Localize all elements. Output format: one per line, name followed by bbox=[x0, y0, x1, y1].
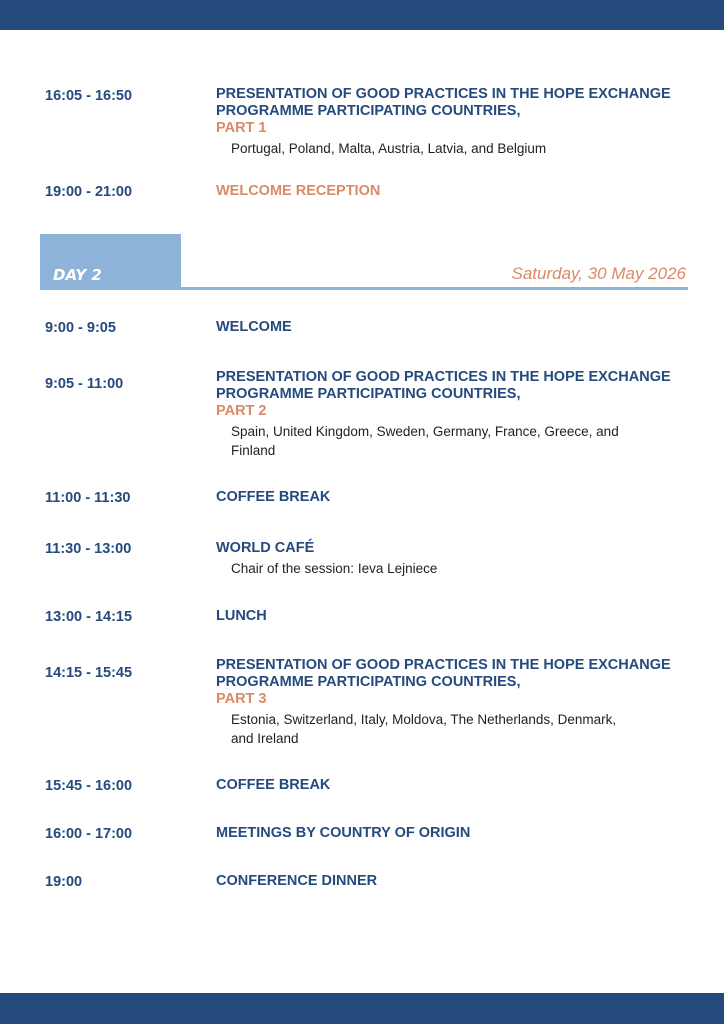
session-block bbox=[216, 86, 686, 158]
session-block bbox=[216, 608, 686, 625]
session-title: PRESENTATION OF GOOD PRACTICES IN THE HOPE EXCHANGE PROGRAMME PARTICIPATING COUNTRIES, bbox=[216, 86, 671, 119]
session-block bbox=[216, 319, 686, 336]
session-time: 11:00 - 11:30 bbox=[45, 490, 131, 506]
session-time: 16:00 - 17:00 bbox=[45, 826, 133, 842]
session-time: 19:00 - 21:00 bbox=[45, 184, 133, 200]
session-title: WORLD CAFÉ bbox=[216, 540, 315, 556]
session-time: 15:45 - 16:00 bbox=[45, 778, 133, 794]
session-block bbox=[216, 183, 686, 200]
session-title: COFFEE BREAK bbox=[216, 489, 331, 505]
session-title: PRESENTATION OF GOOD PRACTICES IN THE HOPE EXCHANGE PROGRAMME PARTICIPATING COUNTRIES, bbox=[216, 657, 671, 690]
session-detail: Spain, United Kingdom, Sweden, Germany, France, Greece, and Finland bbox=[231, 424, 619, 458]
session-title: COFFEE BREAK bbox=[216, 777, 331, 793]
session-time: 11:30 - 13:00 bbox=[45, 541, 132, 557]
session-block bbox=[216, 657, 686, 748]
session-title: CONFERENCE DINNER bbox=[216, 873, 378, 889]
day-date: Saturday, 30 May 2026 bbox=[511, 264, 686, 283]
session-title: LUNCH bbox=[216, 608, 267, 624]
session-detail: Portugal, Poland, Malta, Austria, Latvia, and Belgium bbox=[231, 141, 547, 156]
session-time: 14:15 - 15:45 bbox=[45, 665, 133, 681]
session-title: WELCOME bbox=[216, 319, 292, 335]
session-block bbox=[216, 777, 686, 794]
top-banner bbox=[0, 0, 724, 30]
day-label: DAY 2 bbox=[53, 266, 102, 284]
session-title: WELCOME RECEPTION bbox=[216, 183, 381, 199]
session-title: MEETINGS BY COUNTRY OF ORIGIN bbox=[216, 825, 471, 841]
session-part: PART 2 bbox=[216, 403, 267, 419]
session-part: PART 1 bbox=[216, 120, 267, 136]
session-time: 13:00 - 14:15 bbox=[45, 609, 133, 625]
session-block bbox=[216, 489, 686, 506]
session-block bbox=[216, 873, 686, 890]
session-time: 19:00 bbox=[45, 874, 83, 890]
session-block bbox=[216, 369, 686, 460]
session-block bbox=[216, 540, 686, 578]
session-block bbox=[216, 825, 686, 842]
day-divider bbox=[181, 287, 688, 290]
session-detail: Estonia, Switzerland, Italy, Moldova, The Netherlands, Denmark, and Ireland bbox=[231, 712, 617, 746]
session-time: 16:05 - 16:50 bbox=[45, 88, 133, 104]
session-time: 9:05 - 11:00 bbox=[45, 376, 124, 392]
session-time: 9:00 - 9:05 bbox=[45, 320, 116, 336]
session-title: PRESENTATION OF GOOD PRACTICES IN THE HOPE EXCHANGE PROGRAMME PARTICIPATING COUNTRIES, bbox=[216, 369, 671, 402]
session-detail: Chair of the session: Ieva Lejniece bbox=[231, 561, 438, 576]
bottom-banner bbox=[0, 993, 724, 1024]
session-part: PART 3 bbox=[216, 691, 267, 707]
